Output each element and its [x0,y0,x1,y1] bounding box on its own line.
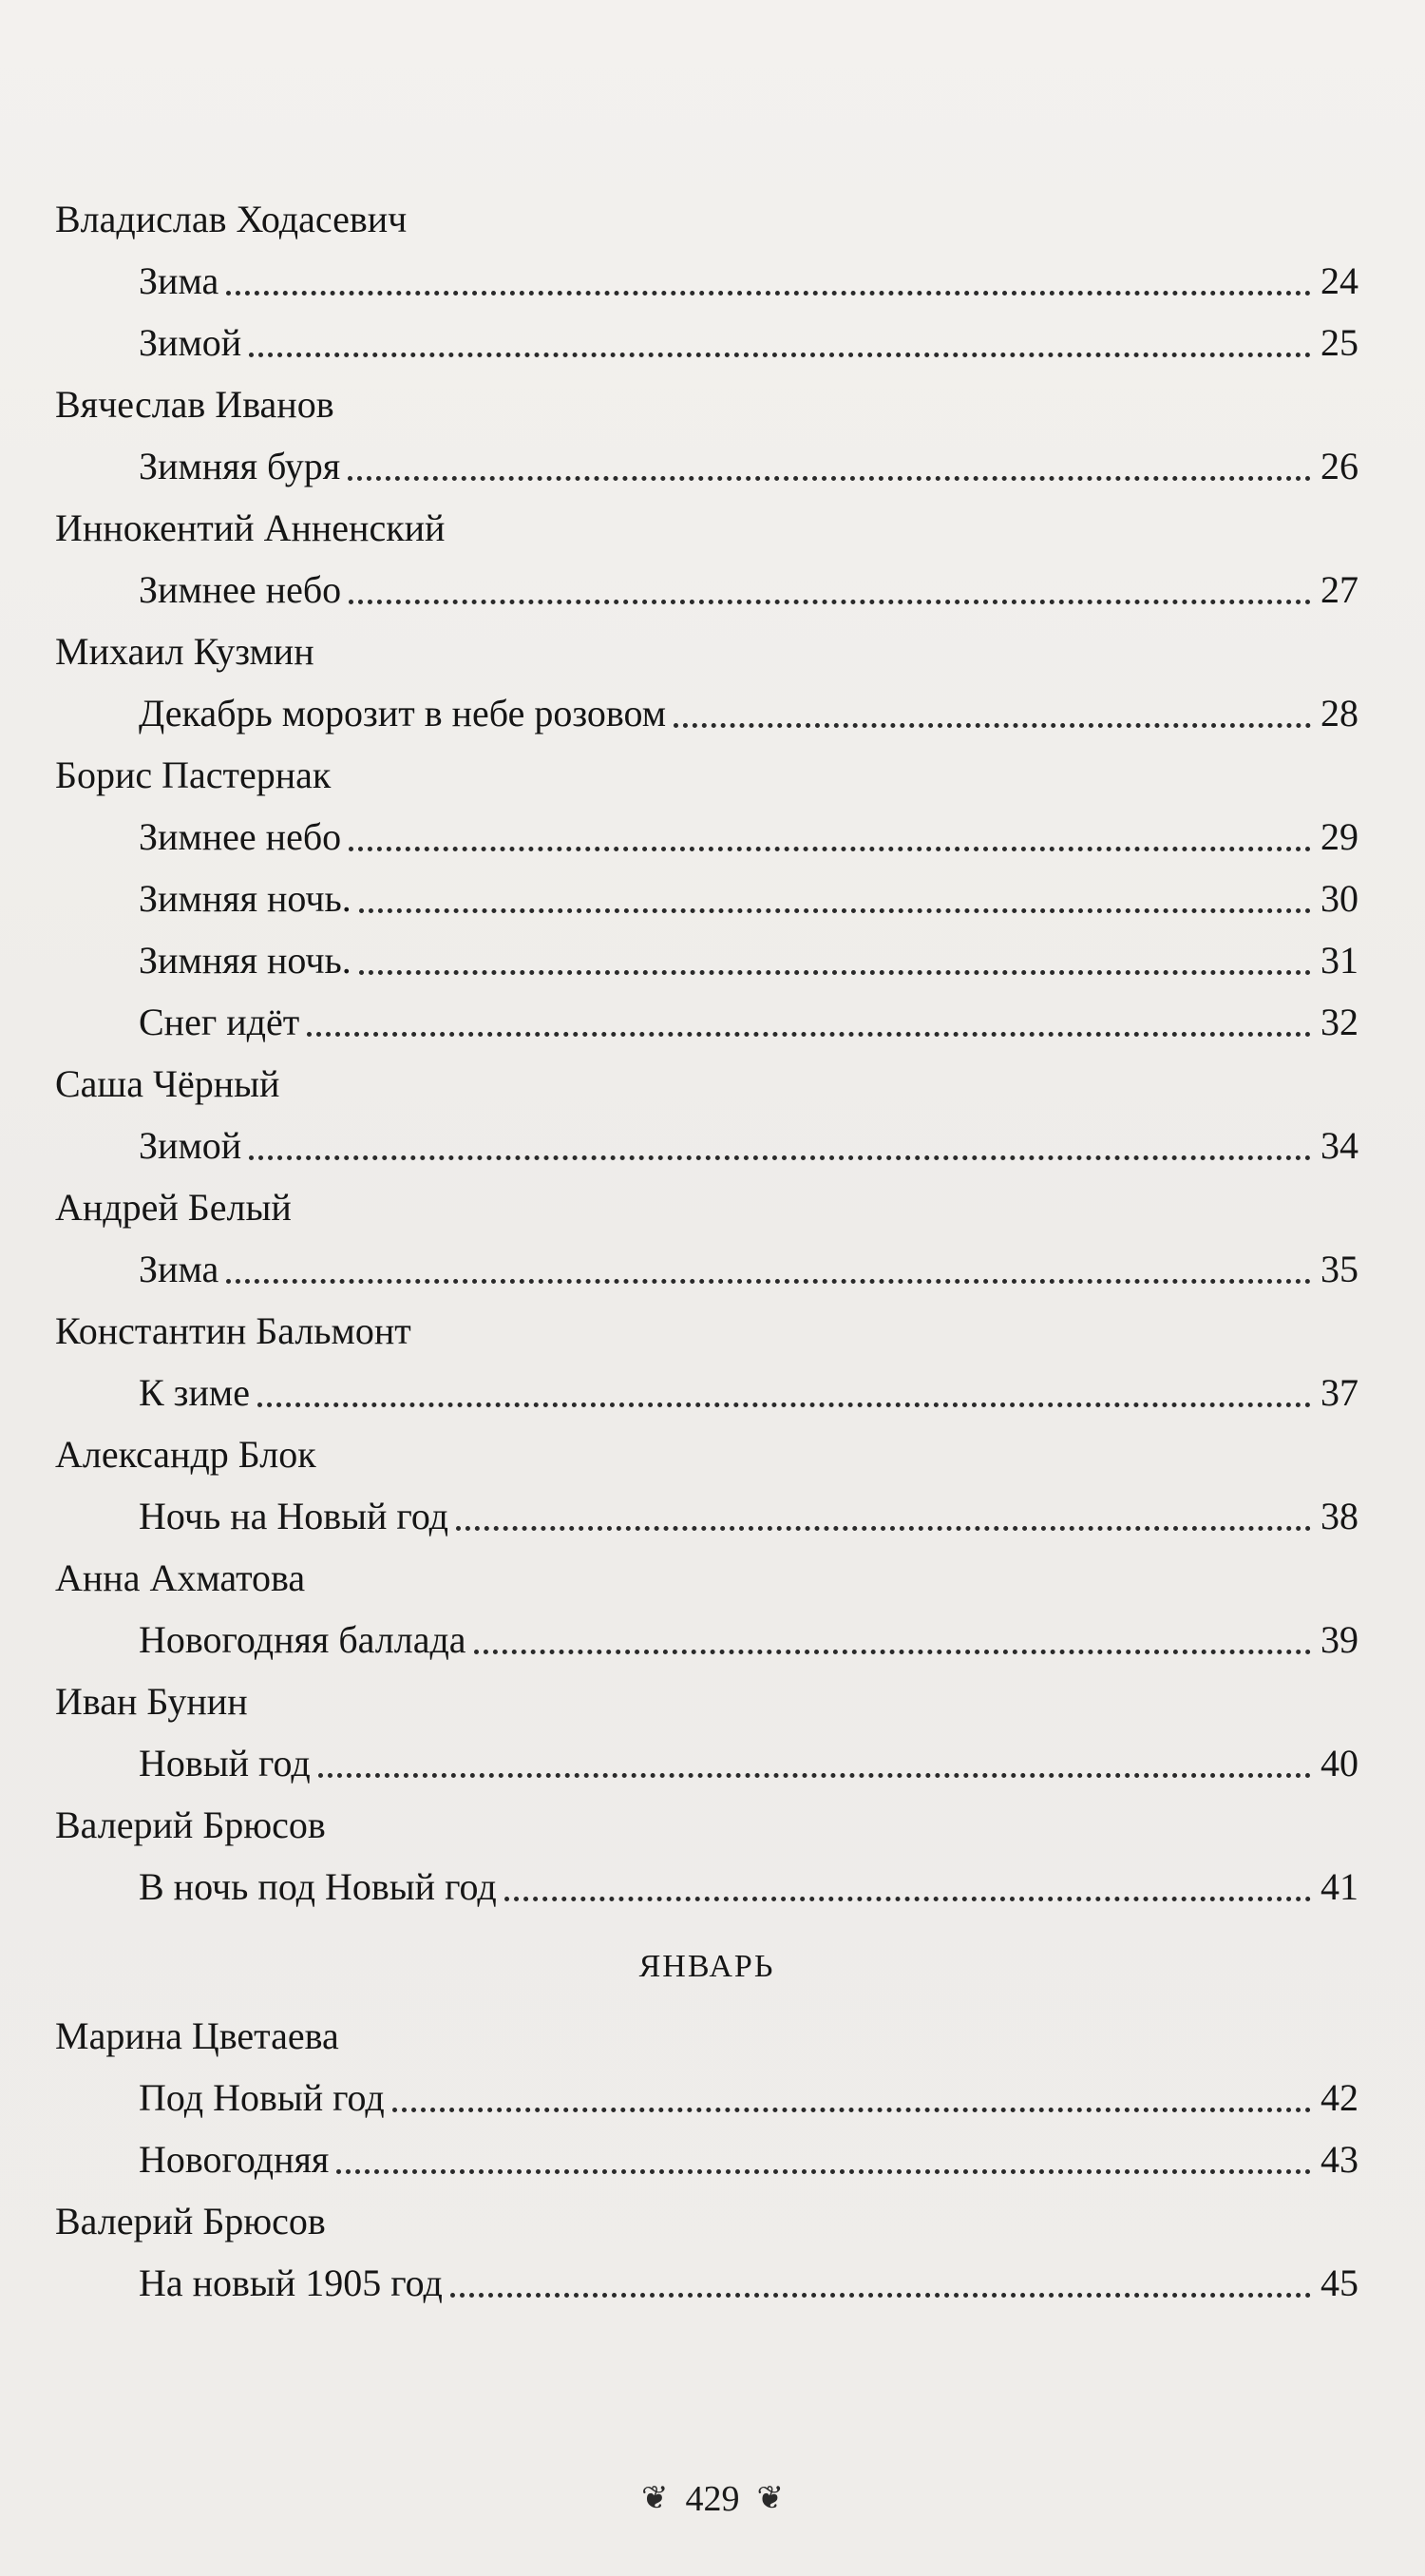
page-reference: 37 [1320,1371,1358,1414]
author-name: Марина Цветаева [55,2014,339,2057]
dot-leader [392,2108,1311,2112]
dot-leader [359,970,1311,975]
dot-leader [349,847,1311,851]
page-reference: 38 [1320,1495,1358,1537]
dot-leader [249,1155,1311,1160]
toc-entry [55,426,1358,487]
page-reference: 31 [1320,939,1358,982]
dot-leader [349,600,1311,604]
page-reference: 35 [1320,1248,1358,1290]
toc-entry [55,2057,1358,2119]
toc-entry [55,982,1358,1043]
toc-entry [55,1105,1358,1167]
author-name: Иван Бунин [55,1680,248,1723]
page-reference: 27 [1320,568,1358,611]
page-reference: 26 [1320,445,1358,487]
toc-entry [55,240,1358,302]
page-reference: 42 [1320,2076,1358,2119]
author-name: Анна Ахматова [55,1556,306,1599]
dot-leader [318,1773,1311,1778]
toc-entry [55,2119,1358,2181]
poem-title: Зимнее небо [139,815,342,858]
toc-entry [55,1352,1358,1414]
right-ornament-icon: ❦ [756,2481,784,2516]
page-reference: 40 [1320,1742,1358,1784]
page-reference: 30 [1320,877,1358,920]
page-reference: 39 [1320,1618,1358,1661]
poem-title: Ночь на Новый год [139,1495,449,1537]
poem-title: В ночь под Новый год [139,1865,497,1908]
page-reference: 41 [1320,1865,1358,1908]
poem-title: Зимнее небо [139,568,342,611]
poem-title: Под Новый год [139,2076,385,2119]
author-name: Валерий Брюсов [55,1803,326,1846]
dot-leader [336,2169,1311,2174]
toc-entry [55,1599,1358,1661]
dot-leader [348,476,1311,481]
author-name: Андрей Белый [55,1186,292,1229]
dot-leader [226,291,1311,296]
page-reference: 25 [1320,321,1358,364]
dot-leader [504,1897,1311,1901]
page-reference: 29 [1320,815,1358,858]
toc-entry [55,1723,1358,1784]
toc-entry [55,302,1358,364]
poem-title: Зимняя буря [139,445,341,487]
dot-leader [359,908,1311,913]
toc-entry [55,796,1358,858]
page-reference: 32 [1320,1001,1358,1043]
author-name: Борис Пастернак [55,754,332,796]
poem-title: Новогодняя [139,2138,330,2181]
page-reference: 24 [1320,259,1358,302]
poem-title: На новый 1905 год [139,2261,443,2304]
author-name: Владислав Ходасевич [55,198,408,240]
poem-title: Зима [139,1248,219,1290]
author-name: Саша Чёрный [55,1062,280,1105]
author-name: Валерий Брюсов [55,2200,326,2242]
poem-title: Снег идёт [139,1001,300,1043]
dot-leader [474,1650,1311,1654]
page-reference: 43 [1320,2138,1358,2181]
toc-entry [55,858,1358,920]
dot-leader [249,353,1311,357]
page-reference: 28 [1320,692,1358,735]
poem-title: Зимняя ночь. [139,877,352,920]
poem-title: Новогодняя баллада [139,1618,466,1661]
author-name: Константин Бальмонт [55,1309,411,1352]
dot-leader [456,1526,1311,1531]
toc-entry [55,673,1358,735]
page-number: 429 [685,2479,740,2519]
poem-title: Новый год [139,1742,311,1784]
author-name: Вячеслав Иванов [55,383,334,426]
dot-leader [257,1402,1311,1407]
poem-title: Зимой [139,321,242,364]
page-footer [0,2471,1425,2528]
dot-leader [674,723,1311,728]
toc-entry [55,1229,1358,1290]
dot-leader [450,2293,1311,2298]
toc-entry [55,2242,1358,2304]
author-name: Михаил Кузмин [55,630,314,673]
author-name: Александр Блок [55,1433,316,1476]
poem-title: Декабрь морозит в небе розовом [139,692,667,735]
poem-title: К зиме [139,1371,250,1414]
poem-title: Зимой [139,1124,242,1167]
toc-entry [55,549,1358,611]
author-name: Иннокентий Анненский [55,506,446,549]
poem-title: Зимняя ночь. [139,939,352,982]
page-reference: 45 [1320,2261,1358,2304]
page-reference: 34 [1320,1124,1358,1167]
section-heading: ЯНВАРЬ [638,1949,775,1984]
toc-entry [55,1476,1358,1537]
dot-leader [307,1032,1311,1037]
toc-entry [55,920,1358,982]
dot-leader [226,1279,1311,1284]
table-of-contents [55,179,1358,2304]
poem-title: Зима [139,259,219,302]
left-ornament-icon: ❦ [641,2481,669,2516]
toc-entry [55,1846,1358,1908]
